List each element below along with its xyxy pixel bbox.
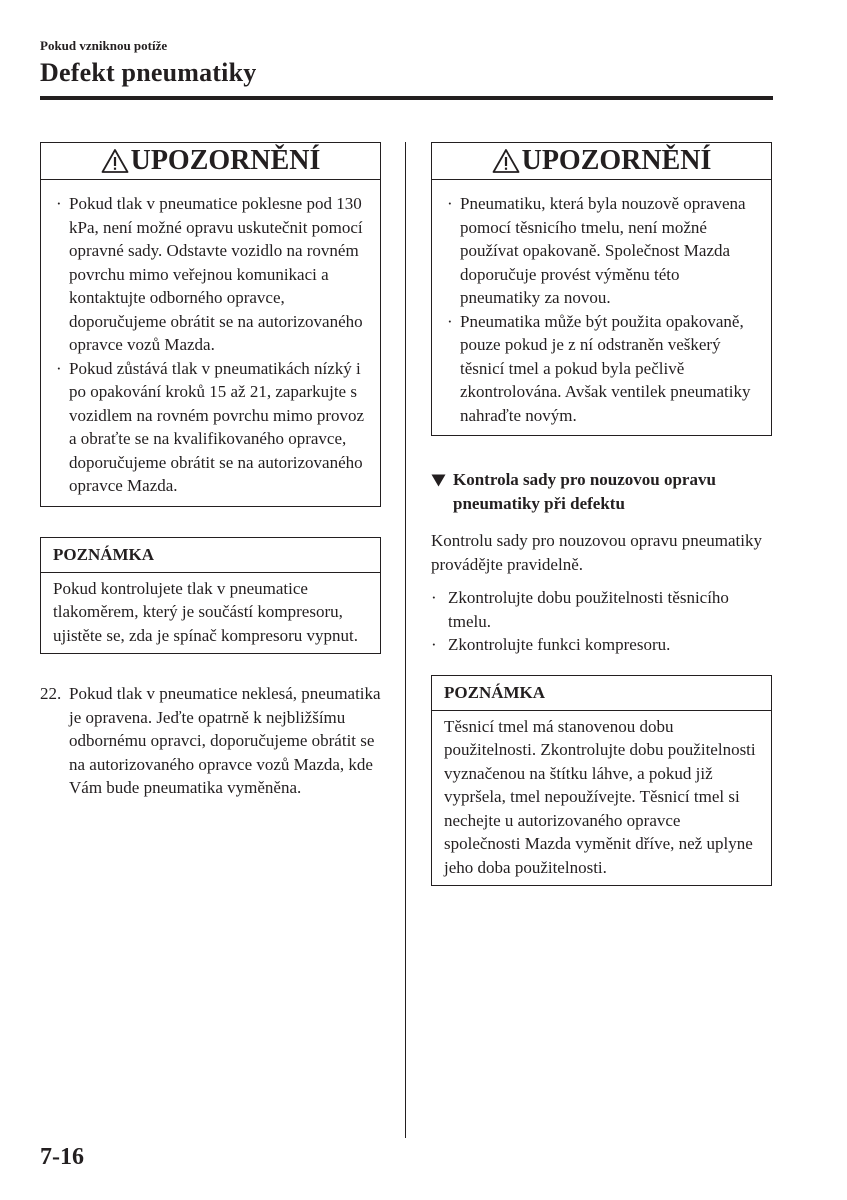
warning-box [40, 142, 381, 507]
bullet: · [447, 311, 453, 331]
triangle-down-icon [431, 468, 453, 515]
step-text: Pokud tlak v pneumatice neklesá, pneumatika je opravena. Jeďte opatrně k nejbližšímu odbornému opravci, doporučujeme obrátit se na autorizovaného opravce vozů Mazda, kde Vám bude pneumatika vyměněna. [69, 684, 381, 797]
list-item [56, 192, 368, 357]
check-text: Zkontrolujte funkci kompresoru. [448, 635, 671, 654]
list-item [431, 586, 773, 633]
warning-text: Pneumatika může být použita opakovaně, pouze pokud je z ní odstraněn veškerý těsnicí tmel a pokud byla pečlivě zkontrolována. Avšak ventilek pneumatiky nahraďte novým. [460, 311, 751, 425]
bullet: · [431, 588, 437, 607]
section-heading [431, 468, 773, 515]
note-text: Těsnicí tmel má stanovenou dobu použitelnosti. Zkontrolujte dobu použitelnosti vyznačenou na štítku láhve, a pokud již vypršela, tmel nepoužívejte. Těsnicí tmel si nechejte u autorizovaného opravce společnosti Mazda vyměnit dříve, než uplyne jeho doba použitelnosti. [444, 716, 756, 877]
warning-title: UPOZORNĚNÍ [521, 145, 712, 176]
section-label: Pokud vzniknou potíže [40, 38, 168, 53]
bullet: · [447, 194, 453, 213]
step-number: 22. [40, 684, 62, 703]
warning-triangle-icon [492, 148, 520, 174]
warning-text: Pokud zůstává tlak v pneumatikách nízký i po opakování kroků 15 až 21, zaparkujte s vozidlem na rovném povrchu mimo provoz a obraťte se na kvalifikovaného opravce, doporučujeme obrátit se na autorizovaného opravce Mazda. [69, 358, 365, 495]
step-item [40, 682, 382, 800]
check-list [431, 586, 773, 657]
warning-text: Pokud tlak v pneumatice poklesne pod 130 kPa, není možné opravu uskutečnit pomocí opravné sady. Odstavte vozidlo na rovném povrchu mimo veřejnou komunikaci a kontaktujte odborného opravce, doporučujeme obrátit se na autorizovaného opravce vozů Mazda. [69, 194, 363, 354]
list-item [56, 357, 368, 498]
note-title: POZNÁMKA [41, 538, 380, 573]
warning-box [431, 142, 772, 436]
column-divider [405, 142, 406, 1138]
list-item [447, 192, 759, 310]
left-column [40, 142, 382, 800]
page-title: Defekt pneumatiky [40, 58, 257, 87]
warning-title: UPOZORNĚNÍ [130, 145, 321, 176]
list-item [431, 633, 773, 657]
warning-text: Pneumatiku, která byla nouzově opravena pomocí těsnicího tmelu, není možné používat opakovaně. Společnost Mazda doporučuje provést výměnu této pneumatiky za novou. [460, 194, 746, 307]
page-number: 7-16 [40, 1144, 84, 1170]
note-box [40, 537, 381, 655]
header-divider [40, 96, 773, 100]
warning-header [41, 143, 380, 180]
list-item [447, 310, 759, 428]
bullet: · [56, 194, 62, 213]
bullet: · [431, 635, 437, 654]
warning-body [432, 180, 771, 435]
warning-triangle-icon [101, 148, 129, 174]
check-text: Zkontrolujte dobu použitelnosti těsnicího tmelu. [448, 588, 729, 631]
section-heading-text: Kontrola sady pro nouzovou opravu pneumatiky při defektu [453, 470, 716, 513]
intro-paragraph: Kontrolu sady pro nouzovou opravu pneumatiky provádějte pravidelně. [431, 531, 762, 574]
note-box [431, 675, 772, 887]
right-column [431, 142, 773, 886]
bullet: · [56, 358, 62, 378]
warning-header [432, 143, 771, 180]
note-text: Pokud kontrolujete tlak v pneumatice tlakoměrem, který je součástí kompresoru, ujistěte se, zda je spínač kompresoru vypnut. [53, 578, 358, 645]
warning-body [41, 180, 380, 506]
note-title: POZNÁMKA [432, 676, 771, 711]
